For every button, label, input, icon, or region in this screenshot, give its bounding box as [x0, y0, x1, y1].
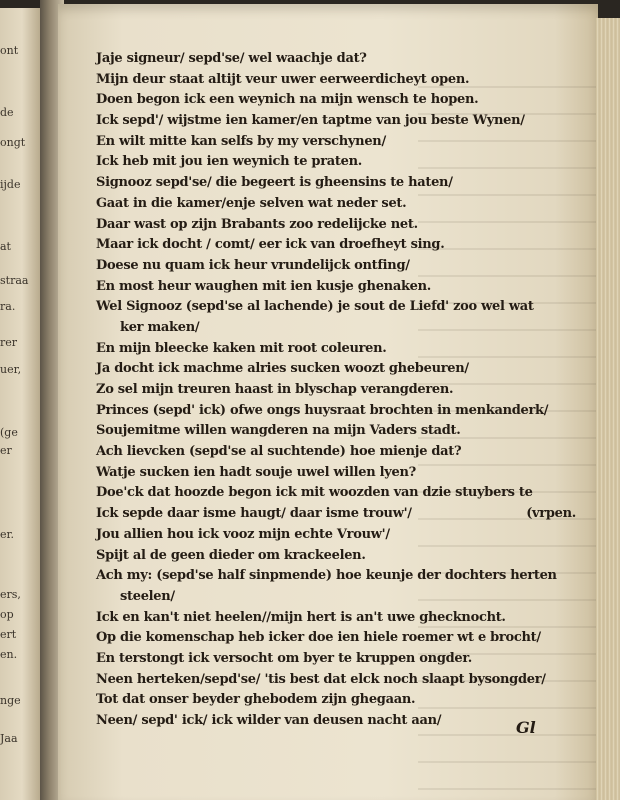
left-fragment: (ge	[0, 426, 18, 439]
verse-line	[96, 359, 576, 380]
verse-line	[96, 566, 576, 587]
page-edges	[596, 18, 620, 800]
verse-line	[96, 132, 576, 153]
verse-line	[96, 235, 576, 256]
verse-line-text: Op die komenschap heb icker doe ien hiele roemer wt e brocht/	[96, 630, 541, 646]
verse-line	[96, 256, 576, 277]
left-fragment: rer	[0, 336, 18, 349]
verse-line-text: Ick en kan't niet heelen//mijn hert is an't uwe ghecknocht.	[96, 609, 506, 625]
left-fragment: at	[0, 240, 11, 253]
verse-line	[96, 194, 576, 215]
verse-line	[96, 297, 576, 318]
verse-line-text: Doe'ck dat hoozde begon ick mit woozden van dzie stuybers te	[96, 485, 533, 501]
left-fragment: uer,	[0, 363, 22, 376]
catchword: Gl	[516, 718, 536, 737]
verse-line-text: steelen/	[120, 588, 175, 604]
verse-line-text: Signooz sepd'se/ die begeert is gheensins te haten/	[96, 175, 453, 191]
left-page-edge	[0, 8, 40, 800]
verse-line	[96, 670, 576, 691]
verse-line-text: En most heur waughen mit ien kusje ghenaken.	[96, 278, 432, 294]
left-fragment: ers,	[0, 588, 21, 601]
verse-line	[96, 339, 576, 360]
verse-line-text: En wilt mitte kan selfs by my verschynen/	[96, 133, 386, 149]
verse-line-text: Watje sucken ien hadt souje uwel willen lyen?	[96, 464, 416, 480]
verse-line-text: Ach lievcken (sepd'se al suchtende) hoe mienje dat?	[96, 444, 462, 460]
verse-line-text: Spijt al de geen dieder om krackeelen.	[96, 547, 366, 563]
verse-line	[96, 504, 576, 525]
left-fragment: er.	[0, 528, 15, 541]
left-fragment: op	[0, 608, 14, 621]
verse-line-text: Neen/ sepd' ick/ ick wilder van deusen nacht aan/	[96, 713, 442, 728]
verse-line-text: Ach my: (sepd'se half sinpmende) hoe keunje der dochters herten	[96, 568, 557, 584]
verse-line-text: Maar ick docht / comt/ eer ick van droefheyt sing.	[96, 237, 445, 253]
verse-line	[96, 49, 576, 70]
verse-line	[96, 546, 576, 567]
right-page	[58, 4, 598, 800]
verse-line	[96, 525, 576, 546]
left-fragment: straa	[0, 274, 29, 287]
verse-line	[96, 649, 576, 670]
verse-line-text: Princes (sepd' ick) ofwe ongs huysraat brochten in menkanderk/	[96, 402, 549, 418]
verse-line-text: Jaje signeur/ sepd'se/ wel waachje dat?	[96, 51, 367, 66]
verse-line	[96, 401, 576, 422]
verse-line-text: Gaat in die kamer/enje selven wat neder set.	[96, 195, 407, 211]
verse-line-text: Doese nu quam ick heur vrundelijck ontfing/	[96, 257, 410, 273]
verse-line	[96, 711, 576, 732]
verse-line	[96, 277, 576, 298]
verse-line	[96, 90, 576, 111]
verse-line	[96, 608, 576, 629]
verse-line-text: Soujemitme willen wangderen na mijn Vaders stadt.	[96, 423, 461, 439]
left-fragment: ont	[0, 44, 19, 57]
verse-line-text: Jou allien hou ick vooz mijn echte Vrouw'/	[96, 526, 390, 542]
verse-line-text: Mijn deur staat altijt veur uwer eerweerdicheyt open.	[96, 71, 470, 87]
left-fragment: er	[0, 444, 12, 457]
verse-line	[96, 318, 576, 339]
verse-line	[96, 111, 576, 132]
verse-line	[96, 587, 576, 608]
verse-line-text: Zo sel mijn treuren haast in blyschap verangderen.	[96, 382, 454, 397]
verse-line-text: Wel Signooz (sepd'se al lachende) je sout de Liefd' zoo wel wat	[96, 299, 534, 315]
verse-line-text: Ja docht ick machme alries sucken woozt ghebeuren/	[96, 361, 469, 377]
verse-line-tail: (vrpen.	[526, 506, 576, 522]
left-fragment: ongt	[0, 136, 26, 149]
verse-line-text: ker maken/	[120, 319, 200, 335]
verse-line	[96, 483, 576, 504]
verse-block	[96, 49, 576, 732]
verse-line	[96, 380, 576, 401]
verse-line-text: Ick heb mit jou ien weynich te praten.	[96, 154, 362, 170]
verse-line	[96, 690, 576, 711]
verse-line	[96, 628, 576, 649]
verse-line	[96, 70, 576, 91]
verse-line	[96, 442, 576, 463]
verse-line-text: Ick sepd'/ wijstme ien kamer/en taptme van jou beste Wynen/	[96, 113, 525, 129]
left-fragment: Jaa	[0, 732, 18, 745]
verse-line	[96, 152, 576, 173]
verse-line-text: Doen begon ick een weynich na mijn wensch te hopen.	[96, 92, 479, 108]
verse-line-text: Daar wast op zijn Brabants zoo redelijcke net.	[96, 216, 418, 232]
verse-line	[96, 215, 576, 236]
verse-line	[96, 173, 576, 194]
left-fragment: en.	[0, 648, 18, 661]
left-fragment: ert	[0, 628, 17, 641]
verse-line-text: Neen herteken/sepd'se/ 'tis best dat elck noch slaapt bysongder/	[96, 671, 546, 687]
verse-line-text: Ick sepde daar isme haugt/ daar isme trouw'/	[96, 506, 412, 522]
left-fragment: nge	[0, 694, 21, 707]
verse-line-text: En mijn bleecke kaken mit root coleuren.	[96, 340, 387, 356]
left-fragment: ijde	[0, 178, 21, 191]
verse-line	[96, 421, 576, 442]
verse-line-text: En terstongt ick versocht om byer te kruppen ongder.	[96, 650, 472, 666]
verse-line	[96, 463, 576, 484]
verse-line-text: Tot dat onser beyder ghebodem zijn ghegaan.	[96, 692, 416, 708]
left-fragment: de	[0, 106, 14, 119]
left-fragment: ra.	[0, 300, 16, 313]
